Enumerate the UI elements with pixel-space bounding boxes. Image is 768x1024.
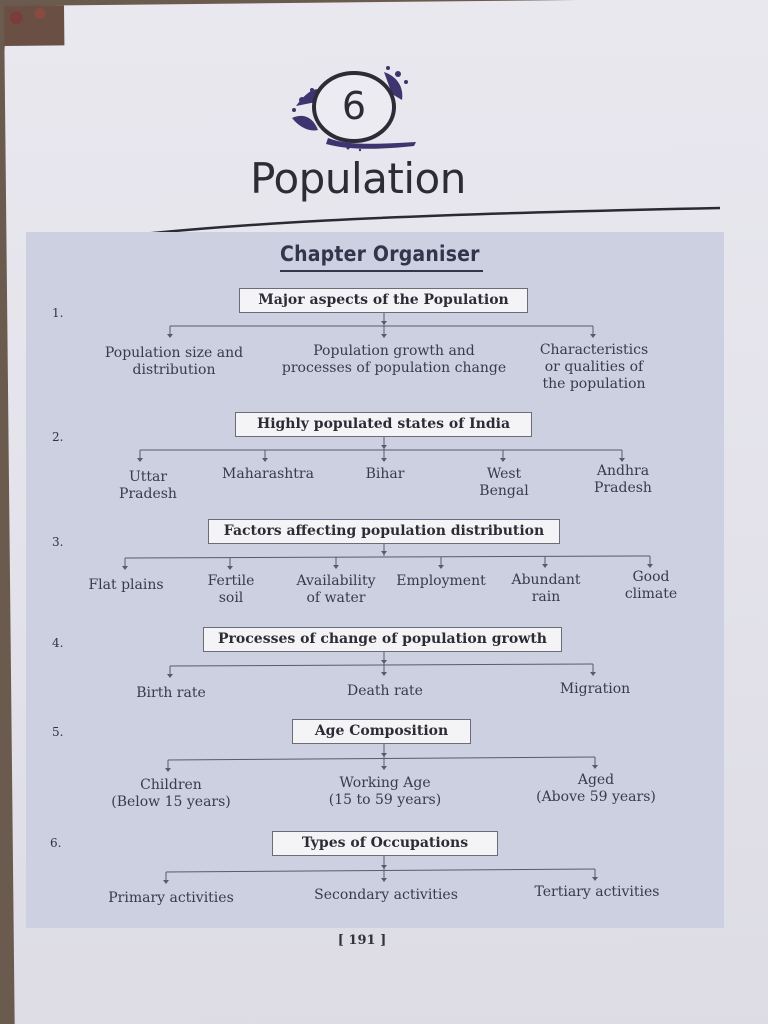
section-1-item-3: Characteristics or qualities of the population — [539, 342, 649, 392]
section-2-item-3: Bihar — [365, 466, 405, 482]
section-4-heading: Processes of change of population growth — [203, 627, 562, 652]
section-6-heading: Types of Occupations — [272, 831, 498, 856]
section-4-item-1: Birth rate — [136, 685, 206, 701]
section-3-item-3: Availability of water — [296, 573, 376, 606]
section-5-item-1: Children (Below 15 years) — [111, 777, 231, 810]
section-6-item-2: Secondary activities — [314, 887, 458, 903]
section-3-item-1: Flat plains — [88, 577, 164, 593]
section-5-item-3: Aged (Above 59 years) — [536, 772, 656, 805]
chapter-number: 6 — [341, 84, 367, 128]
section-3-item-2: Fertile soil — [207, 573, 255, 606]
section-number-1: 1. — [52, 306, 64, 320]
page-number: [ 191 ] — [337, 933, 387, 948]
section-4-item-3: Migration — [559, 681, 631, 697]
section-number-6: 6. — [50, 836, 62, 850]
section-number-5: 5. — [52, 725, 64, 739]
chapter-title: Population — [250, 154, 466, 203]
section-2-item-4: West Bengal — [479, 466, 529, 499]
section-5-item-2: Working Age (15 to 59 years) — [328, 775, 442, 808]
section-3-item-4: Employment — [396, 573, 486, 589]
section-6-item-1: Primary activities — [108, 890, 234, 906]
section-1-heading: Major aspects of the Population — [239, 288, 528, 313]
section-6-item-3: Tertiary activities — [534, 884, 660, 900]
section-4-item-2: Death rate — [347, 683, 423, 699]
section-3-heading: Factors affecting population distribution — [208, 519, 560, 544]
section-2-item-1: Uttar Pradesh — [119, 469, 177, 502]
section-1-item-2: Population growth and processes of population change — [281, 343, 507, 376]
section-number-4: 4. — [52, 636, 64, 650]
section-2-item-5: Andhra Pradesh — [594, 463, 652, 496]
section-3-item-5: Abundant rain — [511, 572, 581, 605]
section-2-item-2: Maharashtra — [222, 466, 314, 482]
page-corner-background — [4, 5, 64, 46]
section-1-item-1: Population size and distribution — [104, 345, 244, 378]
section-number-2: 2. — [52, 430, 64, 444]
section-5-heading: Age Composition — [292, 719, 471, 744]
chapter-organiser-title: Chapter Organiser — [280, 242, 490, 266]
section-number-3: 3. — [52, 535, 64, 549]
section-2-heading: Highly populated states of India — [235, 412, 532, 437]
section-3-item-6: Good climate — [624, 569, 678, 602]
